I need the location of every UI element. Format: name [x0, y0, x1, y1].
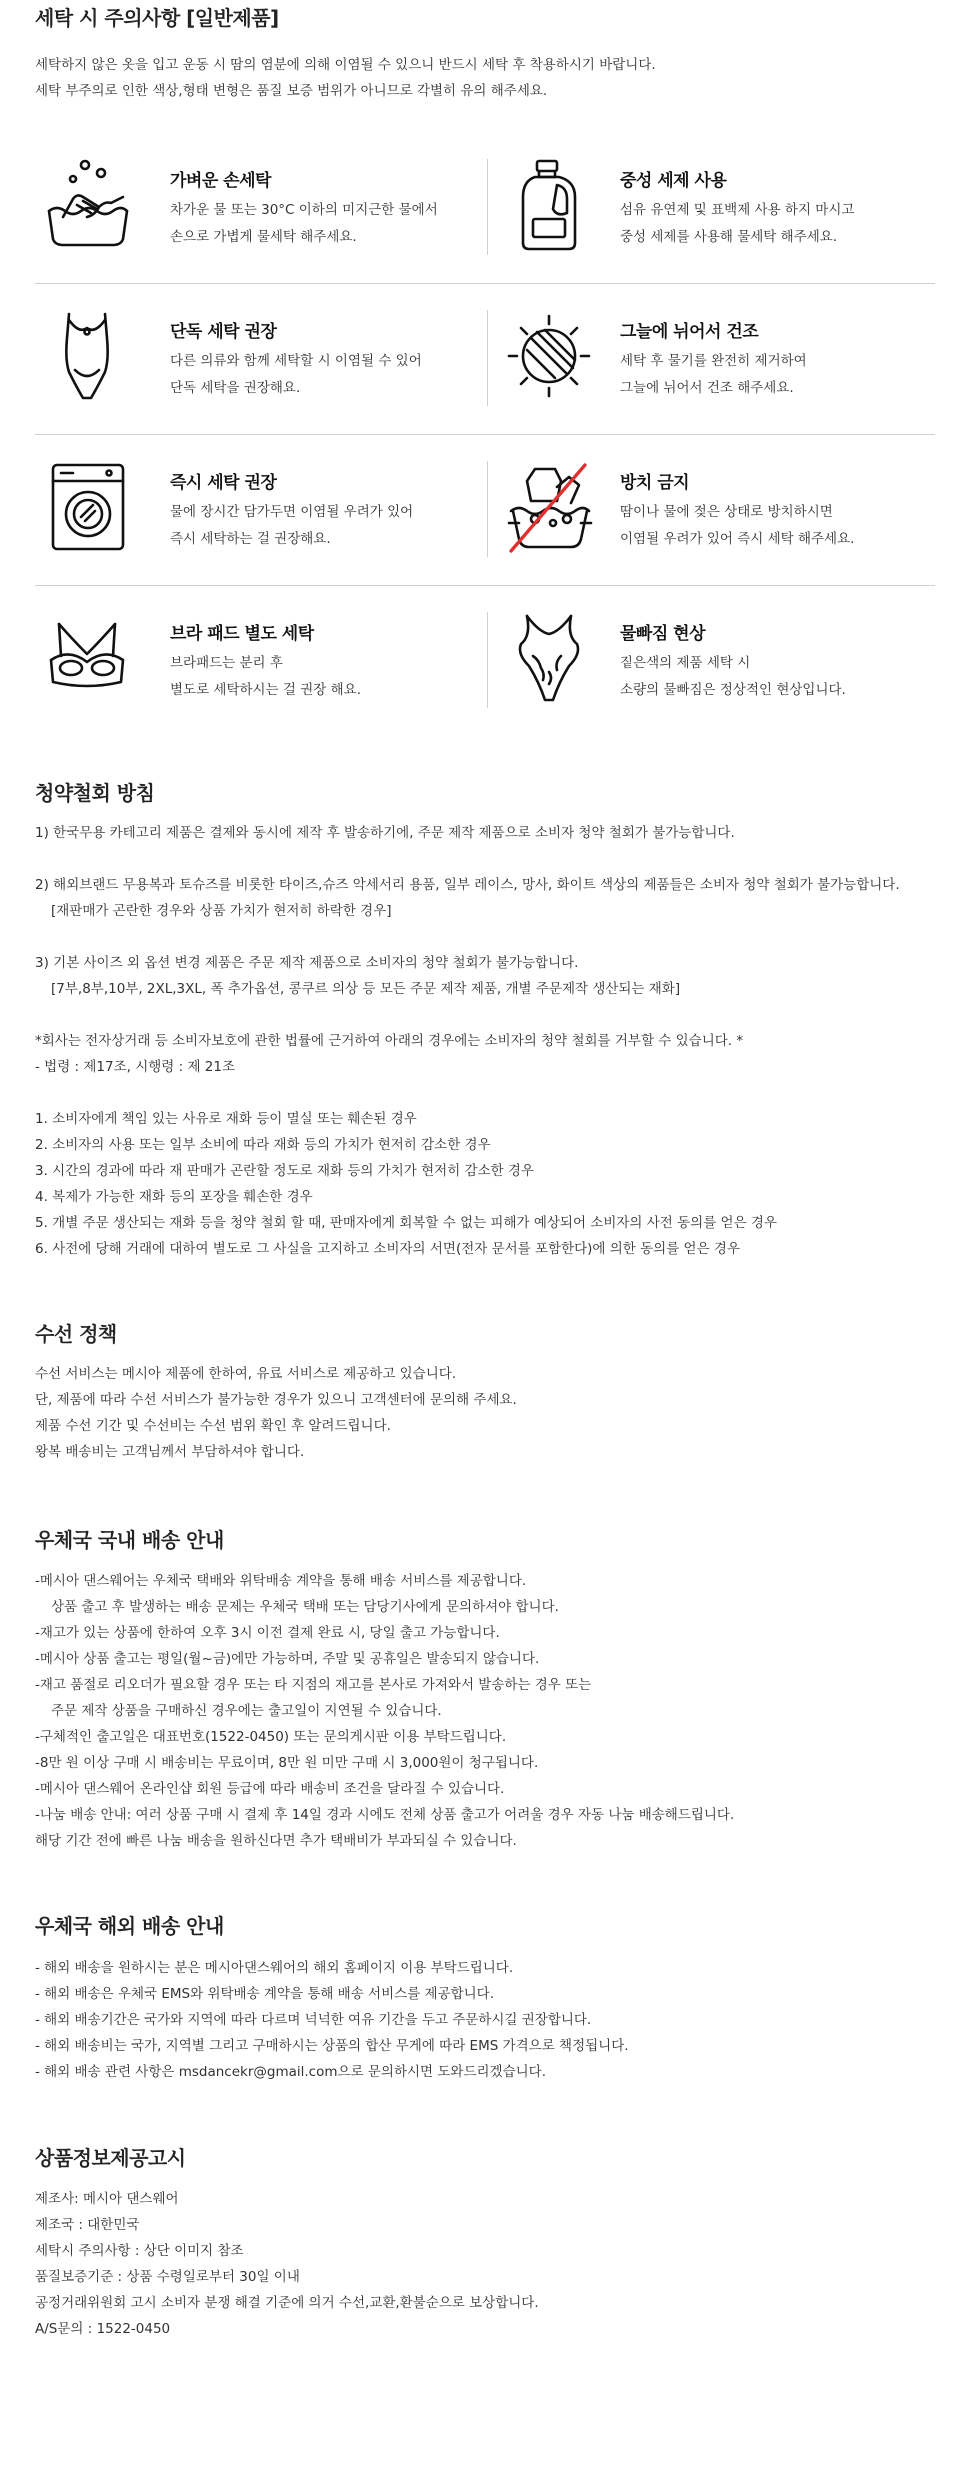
- care-desc-line: 별도로 세탁하시는 걸 권장 해요.: [170, 682, 361, 698]
- care-desc-line: 이염될 우려가 있어 즉시 세탁 해주세요.: [620, 531, 855, 547]
- care-intro: [35, 52, 656, 104]
- product-info-body: [35, 2186, 935, 2342]
- domestic-line: -구체적인 출고일은 대표번호(1522-0450) 또는 문의게시판 이용 부탁드립니다.: [35, 1729, 507, 1745]
- detergent-bottle-icon: [505, 157, 593, 253]
- care-item-title: 가벼운 손세탁: [170, 171, 271, 191]
- policy-line: *회사는 전자상거래 등 소비자보호에 관한 법률에 근거하여 아래의 경우에는 소비자의 청약 철회를 거부할 수 있습니다. *: [35, 1033, 744, 1049]
- care-intro-line: 세탁하지 않은 옷을 입고 운동 시 땀의 염분에 의해 이염될 수 있으니 반드시 세탁 후 착용하시기 바랍니다.: [35, 57, 656, 73]
- care-item-separate-wash: [35, 284, 475, 434]
- care-item-shade-dry: [497, 284, 937, 434]
- domestic-line: -메시아 상품 출고는 평일(월~금)에만 가능하며, 주말 및 공휴일은 발송되지 않습니다.: [35, 1651, 540, 1667]
- policy-line: 2. 소비자의 사용 또는 일부 소비에 따라 재화 등의 가치가 현저히 감소한 경우: [35, 1137, 491, 1153]
- care-item-desc: [170, 197, 438, 251]
- care-item-desc: [170, 499, 413, 553]
- repair-body: [35, 1361, 935, 1465]
- care-desc-line: 단독 세탁을 권장해요.: [170, 380, 301, 396]
- care-item-desc: [620, 348, 807, 402]
- product-info-line: 제조사: 메시아 댄스웨어: [35, 2191, 179, 2207]
- shade-dry-icon: [505, 308, 593, 404]
- policy-line: 3) 기본 사이즈 외 옵션 변경 제품은 주문 제작 제품으로 소비자의 청약 철회가 불가능합니다.: [35, 955, 579, 971]
- leotard-icon: [43, 308, 131, 404]
- overseas-line: - 해외 배송을 원하시는 분은 메시아댄스웨어의 해외 홈페이지 이용 부탁드립니다.: [35, 1960, 514, 1976]
- overseas-line: - 해외 배송 관련 사항은 msdancekr@gmail.com으로 문의하시면 도와드리겠습니다.: [35, 2064, 546, 2080]
- care-item-title: 방치 금지: [620, 473, 690, 493]
- policy-line: 4. 복제가 가능한 재화 등의 포장을 훼손한 경우: [35, 1189, 313, 1205]
- care-desc-line: 그늘에 뉘어서 건조 해주세요.: [620, 380, 794, 396]
- repair-line: 왕복 배송비는 고객님께서 부담하셔야 합니다.: [35, 1444, 305, 1460]
- policy-line: - 법령 : 제17조, 시행령 : 제 21조: [35, 1059, 236, 1075]
- handwash-icon: [43, 157, 131, 253]
- care-desc-line: 손으로 가볍게 물세탁 해주세요.: [170, 229, 357, 245]
- domestic-line: -8만 원 이상 구매 시 배송비는 무료이며, 8만 원 미만 구매 시 3,000원이 청구됩니다.: [35, 1755, 539, 1771]
- care-grid: [35, 133, 935, 736]
- care-row: [35, 133, 935, 284]
- care-intro-line: 세탁 부주의로 인한 색상,형태 변형은 품질 보증 범위가 아니므로 각별히 유의 해주세요.: [35, 83, 548, 99]
- domestic-line: 해당 기간 전에 빠른 나눔 배송을 원하신다면 추가 택배비가 부과되실 수 있습니다.: [35, 1833, 517, 1849]
- care-item-title: 브라 패드 별도 세탁: [170, 624, 314, 644]
- care-desc-line: 물에 장시간 담가두면 이염될 우려가 있어: [170, 504, 414, 520]
- domestic-line: 주문 제작 상품을 구매하신 경우에는 출고일이 지연될 수 있습니다.: [51, 1703, 442, 1719]
- care-item-desc: [620, 197, 854, 251]
- domestic-line: 상품 출고 후 발생하는 배송 문제는 우체국 택배 또는 담당기사에게 문의하셔야 합니다.: [51, 1599, 559, 1615]
- domestic-shipping-title: 우체국 국내 배송 안내: [35, 1528, 224, 1552]
- product-info-line: A/S문의 : 1522-0450: [35, 2321, 171, 2337]
- column-divider: [487, 461, 488, 557]
- care-desc-line: 즉시 세탁하는 걸 권장해요.: [170, 531, 331, 547]
- care-desc-line: 섬유 유연제 및 표백제 사용 하지 마시고: [620, 202, 855, 218]
- policy-line: [7부,8부,10부, 2XL,3XL, 폭 추가옵션, 콩쿠르 의상 등 모든 주문 제작 제품, 개별 주문제작 생산되는 재화]: [51, 981, 681, 997]
- policy-line: [35, 924, 935, 950]
- care-item-bra-pad: [35, 586, 475, 736]
- care-row: [35, 586, 935, 736]
- care-desc-line: 다른 의류와 함께 세탁할 시 이염될 수 있어: [170, 353, 422, 369]
- overseas-line: - 해외 배송기간은 국가와 지역에 따라 다르며 넉넉한 여유 기간을 두고 주문하시길 권장합니다.: [35, 2012, 592, 2028]
- overseas-shipping-title: 우체국 해외 배송 안내: [35, 1914, 224, 1938]
- policy-line: 1. 소비자에게 책임 있는 사유로 재화 등이 멸실 또는 훼손된 경우: [35, 1111, 417, 1127]
- care-desc-line: 브라패드는 분리 후: [170, 655, 283, 671]
- care-desc-line: 소량의 물빠짐은 정상적인 현상입니다.: [620, 682, 846, 698]
- repair-line: 수선 서비스는 메시아 제품에 한하여, 유료 서비스로 제공하고 있습니다.: [35, 1366, 457, 1382]
- care-item-title: 물빠짐 현상: [620, 624, 706, 644]
- policy-line: [35, 1002, 935, 1028]
- domestic-line: -재고가 있는 상품에 한하여 오후 3시 이전 결제 완료 시, 당일 출고 가능합니다.: [35, 1625, 500, 1641]
- care-item-immediate-wash: [35, 435, 475, 585]
- care-item-color-bleed: [497, 586, 937, 736]
- care-item-title: 즉시 세탁 권장: [170, 473, 277, 493]
- no-soaking-icon: [505, 459, 593, 555]
- care-item-desc: [620, 650, 846, 704]
- care-item-handwash: [35, 133, 475, 283]
- product-info-line: 품질보증기준 : 상품 수령일로부터 30일 이내: [35, 2269, 300, 2285]
- bra-pad-icon: [43, 610, 131, 706]
- care-desc-line: 땀이나 물에 젖은 상태로 방치하시면: [620, 504, 833, 520]
- domestic-line: -재고 품절로 리오더가 필요할 경우 또는 타 지점의 재고를 본사로 가져와서 발송하는 경우 또는: [35, 1677, 592, 1693]
- care-item-desc: [170, 348, 422, 402]
- product-info-line: 세탁시 주의사항 : 상단 이미지 참조: [35, 2243, 244, 2259]
- care-row: [35, 284, 935, 435]
- product-info-line: 제조국 : 대한민국: [35, 2217, 140, 2233]
- care-item-detergent: [497, 133, 937, 283]
- column-divider: [487, 159, 488, 255]
- overseas-line: - 해외 배송비는 국가, 지역별 그리고 구매하시는 상품의 합산 무게에 따라 EMS 가격으로 책정됩니다.: [35, 2038, 629, 2054]
- overseas-line: - 해외 배송은 우체국 EMS와 위탁배송 계약을 통해 배송 서비스를 제공합니다.: [35, 1986, 495, 2002]
- policy-line: 2) 해외브랜드 무용복과 토슈즈를 비롯한 타이즈,슈즈 악세서리 용품, 일부 레이스, 망사, 화이트 색상의 제품들은 소비자 청약 철회가 불가능합니다.: [35, 877, 900, 893]
- care-item-desc: [620, 499, 854, 553]
- domestic-line: -나눔 배송 안내: 여러 상품 구매 시 결제 후 14일 경과 시에도 전체 상품 출고가 어려울 경우 자동 나눔 배송해드립니다.: [35, 1807, 735, 1823]
- column-divider: [487, 310, 488, 406]
- care-item-no-soaking: [497, 435, 937, 585]
- policy-line: [35, 1080, 935, 1106]
- withdrawal-body: [35, 820, 935, 1262]
- overseas-shipping-body: [35, 1955, 935, 2085]
- care-desc-line: 중성 세제를 사용해 물세탁 해주세요.: [620, 229, 838, 245]
- policy-line: 1) 한국무용 카테고리 제품은 결제와 동시에 제작 후 발송하기에, 주문 제작 제품으로 소비자 청약 철회가 불가능합니다.: [35, 825, 735, 841]
- care-desc-line: 세탁 후 물기를 완전히 제거하여: [620, 353, 807, 369]
- repair-line: 제품 수선 기간 및 수선비는 수선 범위 확인 후 알려드립니다.: [35, 1418, 391, 1434]
- repair-title: 수선 정책: [35, 1322, 117, 1346]
- policy-line: [35, 846, 935, 872]
- care-item-title: 단독 세탁 권장: [170, 322, 277, 342]
- policy-line: 3. 시간의 경과에 따라 재 판매가 곤란할 정도로 재화 등의 가치가 현저히 감소한 경우: [35, 1163, 535, 1179]
- domestic-shipping-body: [35, 1568, 935, 1854]
- column-divider: [487, 612, 488, 708]
- care-desc-line: 차가운 물 또는 30°C 이하의 미지근한 물에서: [170, 202, 438, 218]
- policy-line: [재판매가 곤란한 경우와 상품 가치가 현저히 하락한 경우]: [51, 903, 392, 919]
- product-info-line: 공정거래위원회 고시 소비자 분쟁 해결 기준에 의거 수선,교환,환불순으로 보상합니다.: [35, 2295, 539, 2311]
- care-item-title: 그늘에 뉘어서 건조: [620, 322, 759, 342]
- care-item-desc: [170, 650, 361, 704]
- repair-line: 단, 제품에 따라 수선 서비스가 불가능한 경우가 있으니 고객센터에 문의해 주세요.: [35, 1392, 517, 1408]
- policy-line: 6. 사전에 당해 거래에 대하여 별도로 그 사실을 고지하고 소비자의 서면(전자 문서를 포함한다)에 의한 동의를 얻은 경우: [35, 1241, 740, 1257]
- care-title: 세탁 시 주의사항 [일반제품]: [35, 6, 279, 30]
- domestic-line: -메시아 댄스웨어 온라인샵 회원 등급에 따라 배송비 조건을 달라질 수 있습니다.: [35, 1781, 505, 1797]
- domestic-line: -메시아 댄스웨어는 우체국 택배와 위탁배송 계약을 통해 배송 서비스를 제공합니다.: [35, 1573, 527, 1589]
- color-bleed-icon: [505, 610, 593, 706]
- withdrawal-title: 청약철회 방침: [35, 781, 155, 805]
- care-row: [35, 435, 935, 586]
- care-item-title: 중성 세제 사용: [620, 171, 727, 191]
- care-desc-line: 짙은색의 제품 세탁 시: [620, 655, 751, 671]
- policy-line: 5. 개별 주문 생산되는 재화 등을 청약 철회 할 때, 판매자에게 회복할 수 없는 피해가 예상되어 소비자의 사전 동의를 얻은 경우: [35, 1215, 778, 1231]
- washing-machine-icon: [43, 459, 131, 555]
- product-info-title: 상품정보제공고시: [35, 2146, 186, 2170]
